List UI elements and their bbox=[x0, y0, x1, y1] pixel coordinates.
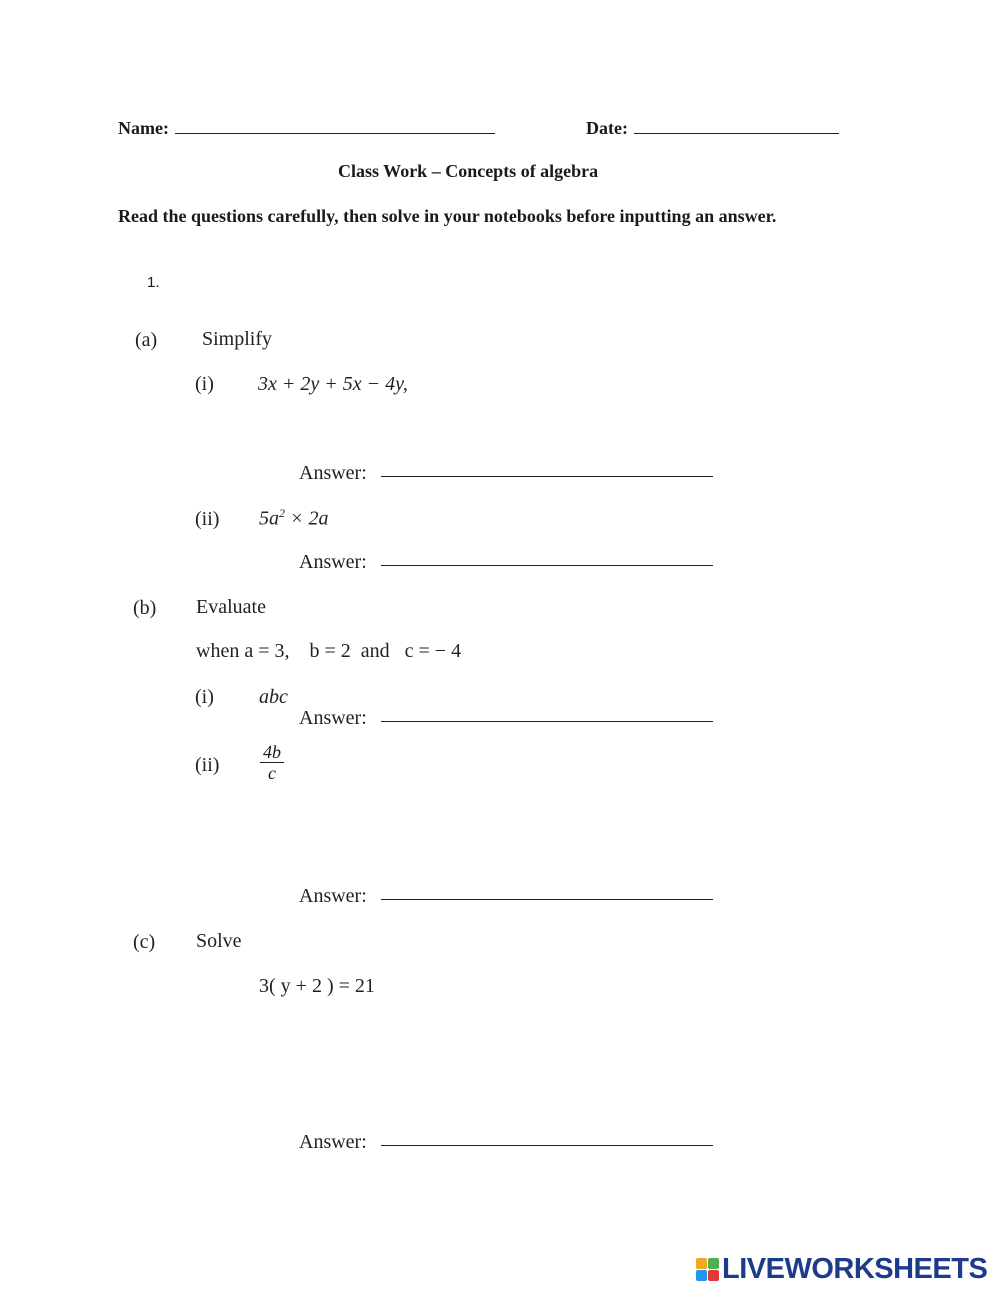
logo-text: LIVEWORKSHEETS bbox=[722, 1252, 988, 1285]
instructions: Read the questions carefully, then solve in your notebooks before inputting an answer. bbox=[118, 206, 777, 226]
answer-input-a-ii[interactable] bbox=[381, 565, 713, 566]
question-number: 1. bbox=[147, 274, 160, 291]
answer-label: Answer: bbox=[299, 1131, 367, 1153]
part-c-label: (c) bbox=[133, 931, 156, 953]
logo-square bbox=[696, 1258, 707, 1269]
date-blank[interactable] bbox=[634, 119, 839, 134]
answer-label: Answer: bbox=[299, 551, 367, 573]
logo-square bbox=[696, 1270, 707, 1281]
part-a-ii-base: 5a bbox=[259, 507, 279, 530]
logo-square bbox=[708, 1258, 719, 1269]
part-b-ii-label: (ii) bbox=[195, 754, 220, 776]
date-label: Date: bbox=[586, 118, 628, 138]
part-a-ii-rest: × 2a bbox=[285, 507, 329, 530]
part-b-i-label: (i) bbox=[195, 686, 214, 708]
answer-input-b-i[interactable] bbox=[381, 721, 713, 722]
part-a-i-expression: 3x + 2y + 5x − 4y, bbox=[258, 373, 408, 395]
part-a-ii-expression bbox=[259, 506, 329, 531]
answer-input-c[interactable] bbox=[381, 1145, 713, 1146]
part-a-ii-label: (ii) bbox=[195, 508, 220, 530]
name-field[interactable] bbox=[118, 118, 495, 139]
answer-label: Answer: bbox=[299, 707, 367, 729]
part-a-label: (a) bbox=[135, 329, 158, 351]
answer-label: Answer: bbox=[299, 462, 367, 484]
part-b-condition: when a = 3, b = 2 and c = − 4 bbox=[196, 640, 462, 662]
date-field[interactable] bbox=[586, 118, 839, 139]
part-a-i-label: (i) bbox=[195, 373, 214, 395]
name-blank[interactable] bbox=[175, 119, 495, 134]
answer-label: Answer: bbox=[299, 885, 367, 907]
part-b-i-expression: abc bbox=[259, 686, 288, 708]
fraction-denominator: c bbox=[268, 763, 276, 783]
fraction-numerator: 4b bbox=[260, 742, 284, 763]
part-c-heading: Solve bbox=[196, 930, 242, 952]
logo-square bbox=[708, 1270, 719, 1281]
logo-grid-icon bbox=[696, 1258, 719, 1281]
part-c-equation: 3( y + 2 ) = 21 bbox=[259, 975, 375, 997]
page-title: Class Work – Concepts of algebra bbox=[338, 161, 599, 181]
answer-input-b-ii[interactable] bbox=[381, 899, 713, 900]
name-label: Name: bbox=[118, 118, 169, 138]
answer-input-a-i[interactable] bbox=[381, 476, 713, 477]
liveworksheets-logo[interactable] bbox=[696, 1252, 987, 1286]
part-b-ii-fraction bbox=[260, 742, 284, 783]
part-a-ii-exponent: 2 bbox=[279, 506, 285, 520]
part-b-label: (b) bbox=[133, 597, 157, 619]
part-a-heading: Simplify bbox=[202, 328, 273, 350]
part-b-heading: Evaluate bbox=[196, 596, 266, 618]
